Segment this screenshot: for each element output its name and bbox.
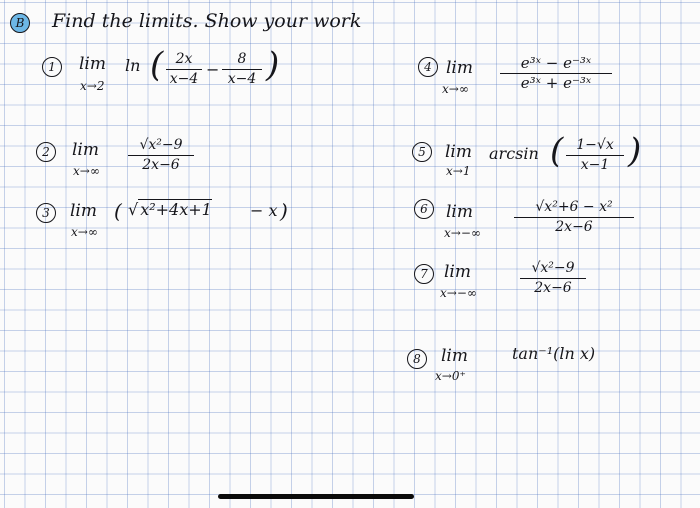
numerator: √x²+6 − x² [514,198,634,218]
minus-x: − x [250,201,278,220]
left-paren: ( [150,45,164,85]
denominator: 2x−6 [142,157,180,173]
section-badge: B [10,13,30,33]
function-name: arcsin [489,144,539,163]
expression: tan⁻¹(ln x) [512,344,596,363]
limit-operator: lim [70,201,97,221]
limit-operator: lim [79,54,106,74]
numerator: 1−√x [566,136,624,156]
limit-operator: lim [444,262,471,282]
denominator: x−4 [227,71,257,87]
numerator: 2x [166,50,202,70]
fraction [128,136,194,175]
left-paren: ( [550,131,564,171]
limit-approach: x→−∞ [444,226,481,240]
problem-number: 8 [407,349,427,369]
problem-number: 7 [414,264,434,284]
limit-operator: lim [445,142,472,162]
limit-operator: lim [446,202,473,222]
minus-sign: − [206,60,220,79]
radical-sign: √ [128,200,139,219]
limit-approach: x→1 [446,164,471,178]
limit-approach: x→0⁺ [435,369,466,383]
limit-approach: x→2 [80,79,105,93]
limit-approach: x→∞ [71,225,98,239]
numerator: e³ˣ − e⁻³ˣ [500,54,612,74]
denominator: 2x−6 [555,219,593,235]
radicand: x²+4x+1 [140,200,212,219]
function-name: ln [125,56,141,75]
home-indicator [218,494,414,499]
problem-number: 6 [414,199,434,219]
denominator: e³ˣ + e⁻³ˣ [520,74,592,92]
right-paren: ) [266,45,280,85]
fraction-2 [222,50,262,89]
denominator: x−1 [580,157,610,173]
right-paren: ) [628,131,642,171]
fraction [566,136,624,175]
numerator: √x²−9 [520,259,586,279]
problem-number: 1 [42,57,62,77]
limit-approach: x→∞ [442,82,469,96]
limit-approach: x→−∞ [440,286,477,300]
problem-number: 5 [412,142,432,162]
limit-operator: lim [446,58,473,78]
fraction [520,259,586,298]
fraction-1 [166,50,202,89]
instruction-text: Find the limits. Show your work [52,10,362,32]
square-root-expression [128,200,212,219]
problem-number: 2 [36,142,56,162]
numerator: 8 [222,50,262,70]
fraction [514,198,634,237]
numerator: √x²−9 [128,136,194,156]
limit-operator: lim [441,346,468,366]
fraction [500,54,612,93]
denominator: x−4 [169,71,199,87]
denominator: 2x−6 [534,280,572,296]
problem-number: 3 [36,203,56,223]
left-paren: ( [114,199,122,223]
limit-approach: x→∞ [73,164,100,178]
limit-operator: lim [72,140,99,160]
problem-number: 4 [418,57,438,77]
right-paren: ) [280,199,288,223]
